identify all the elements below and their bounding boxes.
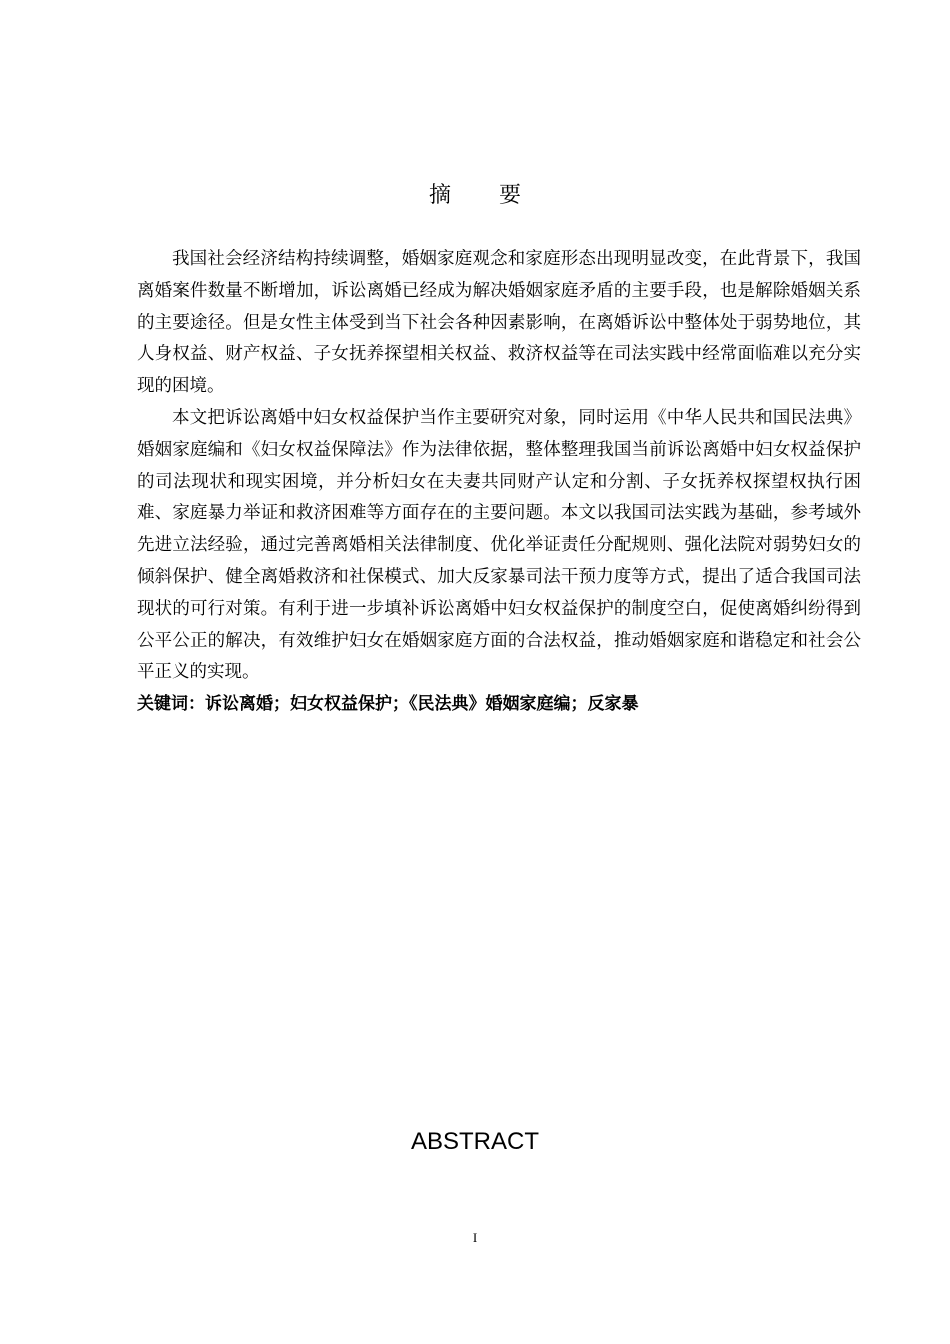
abstract-paragraph-2: 本文把诉讼离婚中妇女权益保护当作主要研究对象，同时运用《中华人民共和国民法典》婚姻家庭编和《妇女权益保障法》作为法律依据，整体整理我国当前诉讼离婚中妇女权益保护的司法现状和现实困境，并分析妇女在夫妻共同财产认定和分割、子女抚养权探望权执行困难、家庭暴力举证和救济困难等方面存在的主要问题。本文以我国司法实践为基础，参考域外先进立法经验，通过完善离婚相关法律制度、优化举证责任分配规则、强化法院对弱势妇女的倾斜保护、健全离婚救济和社保模式、加大反家暴司法干预力度等方式，提出了适合我国司法现状的可行对策。有利于进一步填补诉讼离婚中妇女权益保护的制度空白，促使离婚纠纷得到公平公正的解决，有效维护妇女在婚姻家庭方面的合法权益，推动婚姻家庭和谐稳定和社会公平正义的实现。 [137, 407, 861, 683]
page-number: I [472, 1230, 478, 1245]
abstract-body [137, 244, 861, 719]
keywords-line: 关键词：诉讼离婚；妇女权益保护；《民法典》婚姻家庭编；反家暴 [137, 694, 639, 715]
abstract-title-cn: 摘要 [428, 183, 569, 208]
abstract-title-en: ABSTRACT [410, 1128, 539, 1155]
abstract-paragraph-1: 我国社会经济结构持续调整，婚姻家庭观念和家庭形态出现明显改变，在此背景下，我国离婚案件数量不断增加，诉讼离婚已经成为解决婚姻家庭矛盾的主要手段，也是解除婚姻关系的主要途径。但是女性主体受到当下社会各种因素影响，在离婚诉讼中整体处于弱势地位，其人身权益、财产权益、子女抚养探望相关权益、救济权益等在司法实践中经常面临难以充分实现的困境。 [137, 249, 861, 397]
